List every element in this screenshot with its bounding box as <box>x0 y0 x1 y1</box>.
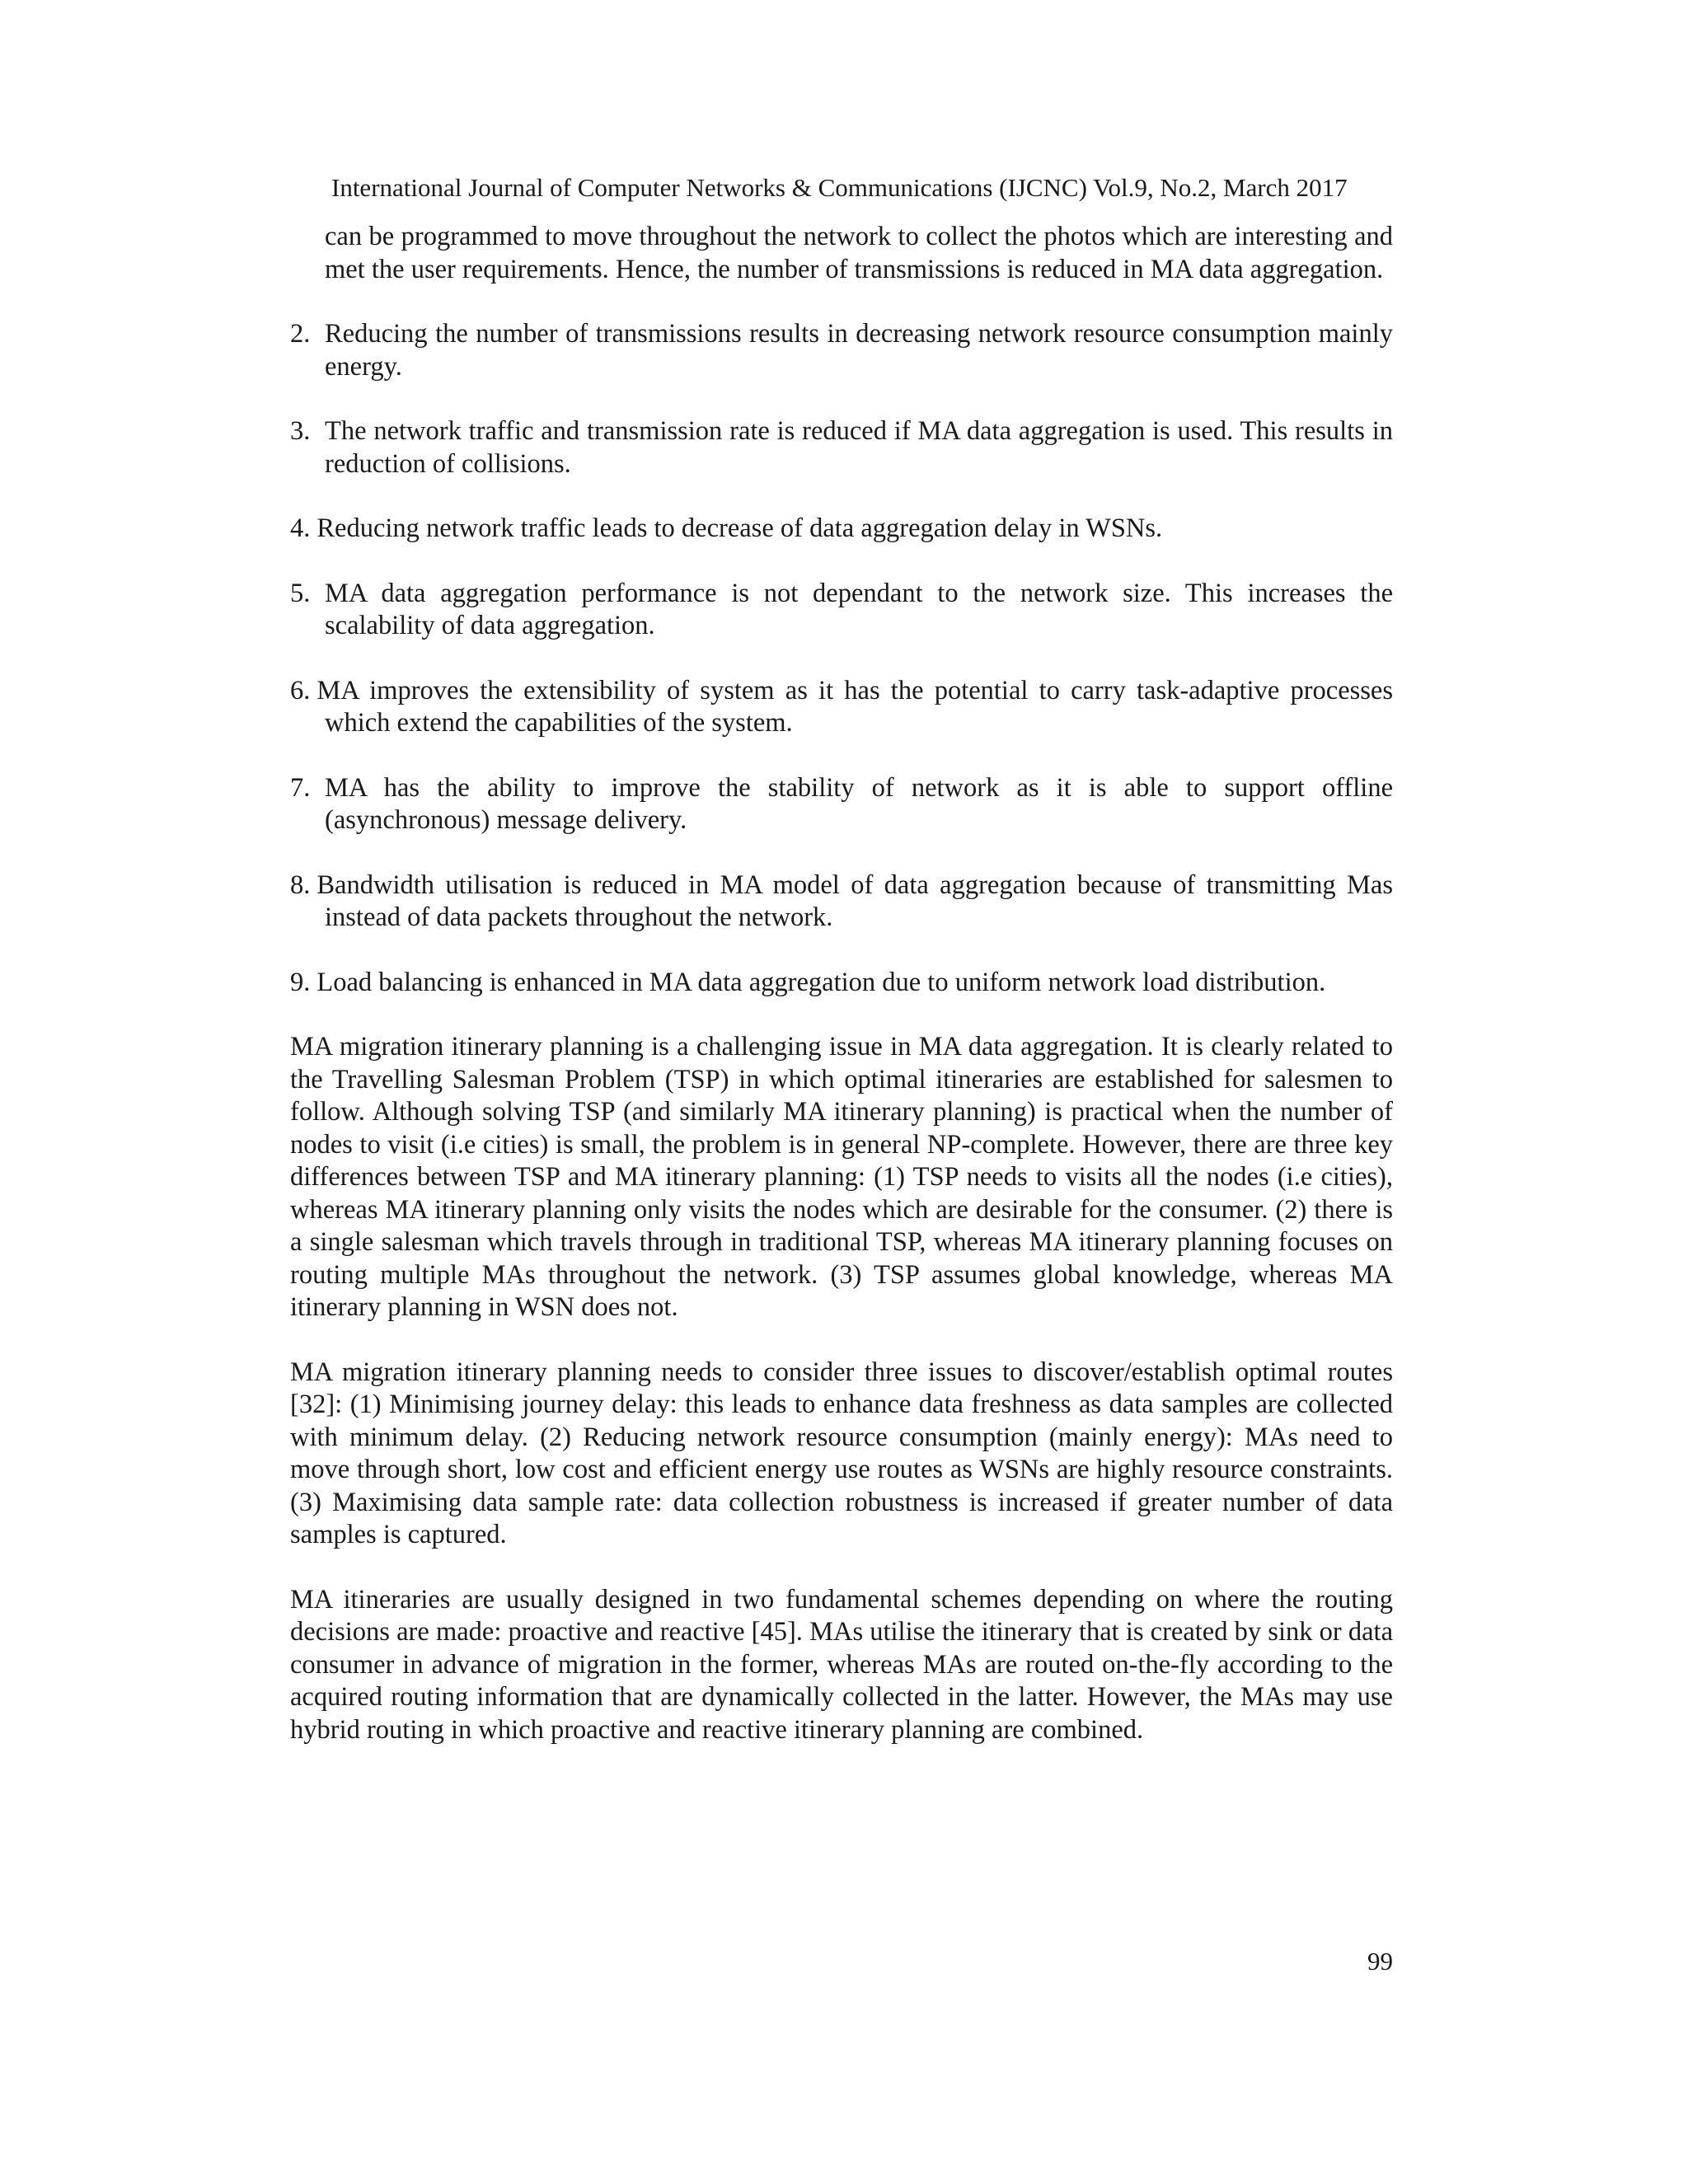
list-item-text: MA has the ability to improve the stability of network as it is able to support offline (asynchronous) message delivery. <box>325 772 1393 835</box>
list-item <box>290 967 1393 1000</box>
list-item-number: 2. <box>290 319 311 349</box>
list-item <box>290 869 1393 935</box>
list-item-text: Load balancing is enhanced in MA data aggregation due to uniform network load distribution. <box>316 967 1326 997</box>
list-item <box>290 675 1393 740</box>
list-item-number: 4. <box>290 513 311 543</box>
list-item-number: 7. <box>290 772 311 803</box>
list-item <box>290 415 1393 480</box>
body-paragraph: MA migration itinerary planning is a challenging issue in MA data aggregation. It is clearly related to the Travelling Salesman Problem (TSP) in which optimal itineraries are established for salesmen to follow. Although solving TSP (and similarly MA itinerary planning) is practical when the number of nodes to visit (i.e cities) is small, the problem is in general NP-complete. However, there are three key differences between TSP and MA itinerary planning: (1) TSP needs to visits all the nodes (i.e cities), whereas MA itinerary planning only visits the nodes which are desirable for the consumer. (2) there is a single salesman which travels through in traditional TSP, whereas MA itinerary planning focuses on routing multiple MAs throughout the network. (3) TSP assumes global knowledge, whereas MA itinerary planning in WSN does not. <box>290 1032 1393 1322</box>
list-item-text: Reducing the number of transmissions results in decreasing network resource consumption mainly energy. <box>325 319 1393 382</box>
list-item-text: Reducing network traffic leads to decrease of data aggregation delay in WSNs. <box>316 513 1163 543</box>
list-item-number: 9. <box>290 967 311 997</box>
body-paragraph: MA itineraries are usually designed in two fundamental schemes depending on where the routing decisions are made: proactive and reactive [45]. MAs utilise the itinerary that is created by sink or data consumer in advance of migration in the former, whereas MAs are routed on-the-fly according to the acquired routing information that are dynamically collected in the latter. However, the MAs may use hybrid routing in which proactive and reactive itinerary planning are combined. <box>290 1584 1393 1745</box>
list-item <box>290 513 1393 546</box>
body-text <box>290 221 1393 1779</box>
running-header: International Journal of Computer Networks & Communications (IJCNC) Vol.9, No.2, March 2017 <box>331 173 1348 202</box>
list-item-text: MA improves the extensibility of system as it has the potential to carry task-adaptive processes which extend the capabilities of the system. <box>316 675 1393 738</box>
list-item <box>290 318 1393 383</box>
list-item-number: 5. <box>290 578 311 608</box>
list-item-number: 6. <box>290 675 311 705</box>
list-item-text: The network traffic and transmission rate is reduced if MA data aggregation is used. This results in reduction of collisions. <box>325 416 1393 479</box>
page-number: 99 <box>1367 1947 1393 1975</box>
continuation-paragraph: can be programmed to move throughout the network to collect the photos which are interesting and met the user requirements. Hence, the number of transmissions is reduced in MA data aggregation. <box>325 222 1393 284</box>
list-item-text: Bandwidth utilisation is reduced in MA model of data aggregation because of transmitting Mas instead of data packets throughout the network. <box>316 869 1393 932</box>
list-item <box>290 772 1393 837</box>
list-item <box>290 578 1393 643</box>
list-item-text: MA data aggregation performance is not dependant to the network size. This increases the scalability of data aggregation. <box>325 578 1393 640</box>
list-item-number: 3. <box>290 416 311 446</box>
list-item-number: 8. <box>290 869 311 900</box>
body-paragraph: MA migration itinerary planning needs to consider three issues to discover/establish optimal routes [32]: (1) Minimising journey delay: this leads to enhance data freshness as data samples are collected with minimum delay. (2) Reducing network resource consumption (mainly energy): MAs need to move through short, low cost and efficient energy use routes as WSNs are highly resource constraints. (3) Maximising data sample rate: data collection robustness is increased if greater number of data samples is captured. <box>290 1357 1393 1549</box>
